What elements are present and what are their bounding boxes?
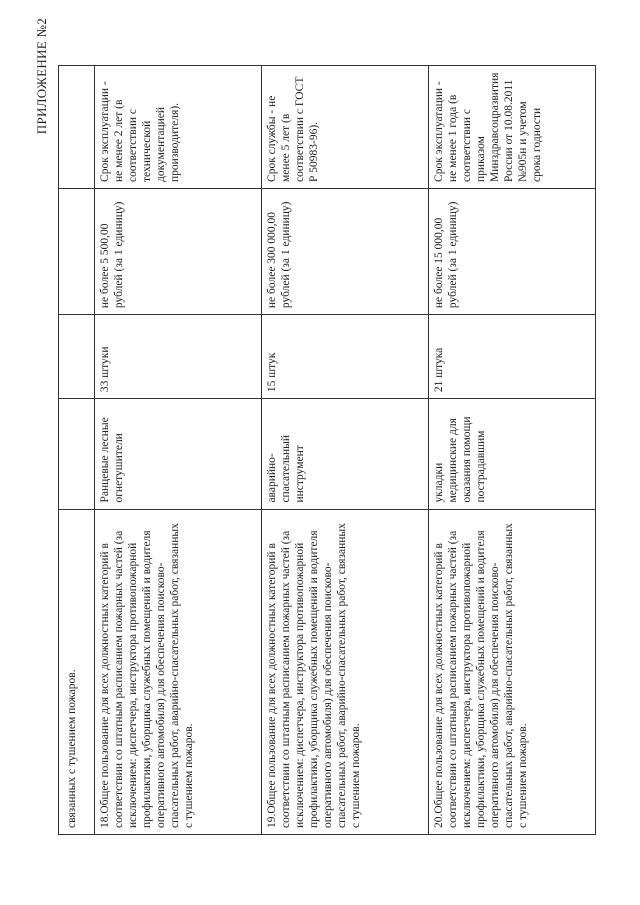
item-cell: Ранцевые лесные огнетушители (95, 399, 262, 509)
category-cell: 19.Общее пользование для всех должностных категорий в соответствии со штатным расписанием пожарных частей (за исключением: диспетчера, инструктора противопожарной профилактики, уборщика служебных помещений и водителя оперативного автомобиля) для обеспечения поисково-спасательных работ, аварийно-спасательных работ, связанных с тушением пожаров. (262, 509, 429, 834)
empty-cell (59, 315, 95, 399)
continuation-row (59, 66, 95, 835)
category-cell: 20.Общее пользование для всех должностных категорий в соответствии со штатным расписанием пожарных частей (за исключением: диспетчера, инструктора противопожарной профилактики, уборщика служебных помещений и водителя оперативного автомобиля) для обеспечения поисково-спасательных работ, аварийно-спасательных работ, связанных с тушением пожаров. (429, 509, 596, 834)
price-cell: не более 300 000,00 рублей (за 1 единицу) (262, 188, 429, 314)
table-row (262, 66, 429, 835)
term-cell: Срок службы - не менее 5 лет (в соответствии с ГОСТ Р 50983-96). (262, 66, 429, 189)
empty-cell (59, 399, 95, 509)
item-cell: аварийно-спасательный инструмент (262, 399, 429, 509)
term-cell: Срок эксплуатации - не менее 2 лет (в соответствии с технической документацией производителя). (95, 66, 262, 189)
item-cell: укладки медицинские для оказания помощи пострадавшим (429, 399, 596, 509)
continuation-cell: связанных с тушением пожаров. (59, 509, 95, 834)
quantity-cell: 33 штуки (95, 315, 262, 399)
empty-cell (59, 66, 95, 189)
table-row (429, 66, 596, 835)
empty-cell (59, 188, 95, 314)
price-cell: не более 5 500,00 рублей (за 1 единицу) (95, 188, 262, 314)
appendix-table (58, 65, 596, 835)
term-cell: Срок эксплуатации - не менее 1 года (в соответствии с приказом Минздравсоцразвития России от 10.08.2011 №905н и учетом срока годности (429, 66, 596, 189)
quantity-cell: 21 штука (429, 315, 596, 399)
table-row (95, 66, 262, 835)
category-cell: 18.Общее пользование для всех должностных категорий в соответствии со штатным расписанием пожарных частей (за исключением: диспетчера, инструктора противопожарной профилактики, уборщика служебных помещений и водителя оперативного автомобиля) для обеспечения поисково-спасательных работ, аварийно-спасательных работ, связанных с тушением пожаров. (95, 509, 262, 834)
price-cell: не более 15 000,00 рублей (за 1 единицу) (429, 188, 596, 314)
quantity-cell: 15 штук (262, 315, 429, 399)
appendix-heading: ПРИЛОЖЕНИЕ №2 (34, 18, 49, 135)
